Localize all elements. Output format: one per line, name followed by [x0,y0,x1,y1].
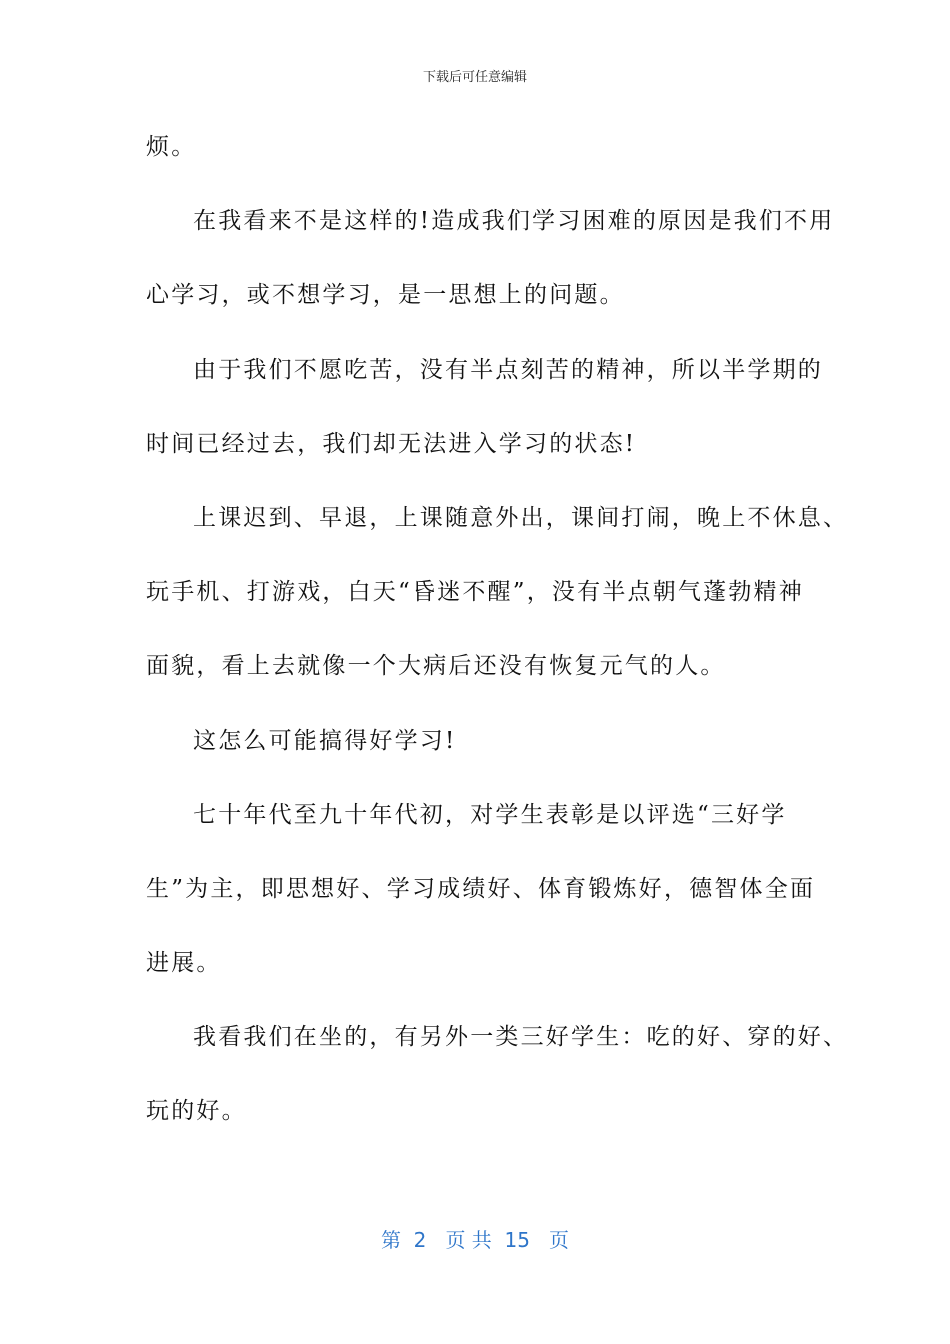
body-line: 由于我们不愿吃苦，没有半点刻苦的精神，所以半学期的 [193,356,823,383]
page-header: 下载后可任意编辑 [422,70,527,85]
body-line: 心学习，或不想学习，是一思想上的问题。 [146,282,625,309]
page-number-footer: 第 2 页 共 15 页 [380,1228,570,1252]
body-line: 七十年代至九十年代初，对学生表彰是以评选“三好学 [193,801,787,828]
body-line: 我看我们在坐的，有另外一类三好学生：吃的好、穿的好、 [193,1024,849,1051]
body-line: 上课迟到、早退，上课随意外出，课间打闹，晚上不休息、 [193,504,849,531]
body-line: 玩的好。 [146,1098,247,1125]
body-line: 面貌，看上去就像一个大病后还没有恢复元气的人。 [146,653,726,680]
body-line: 在我看来不是这样的!造成我们学习困难的原因是我们不用 [193,208,835,235]
body-line: 时间已经过去，我们却无法进入学习的状态! [146,430,637,457]
body-line: 进展。 [146,950,222,977]
body-line: 玩手机、打游戏，白天“昏迷不醒”，没有半点朝气蓬勃精神 [146,579,804,606]
document-body [146,121,849,1160]
body-line: 这怎么可能搞得好学习! [193,727,457,754]
body-line: 生”为主，即思想好、学习成绩好、体育锻炼好，德智体全面 [146,875,816,902]
body-line: 烦。 [146,134,197,160]
